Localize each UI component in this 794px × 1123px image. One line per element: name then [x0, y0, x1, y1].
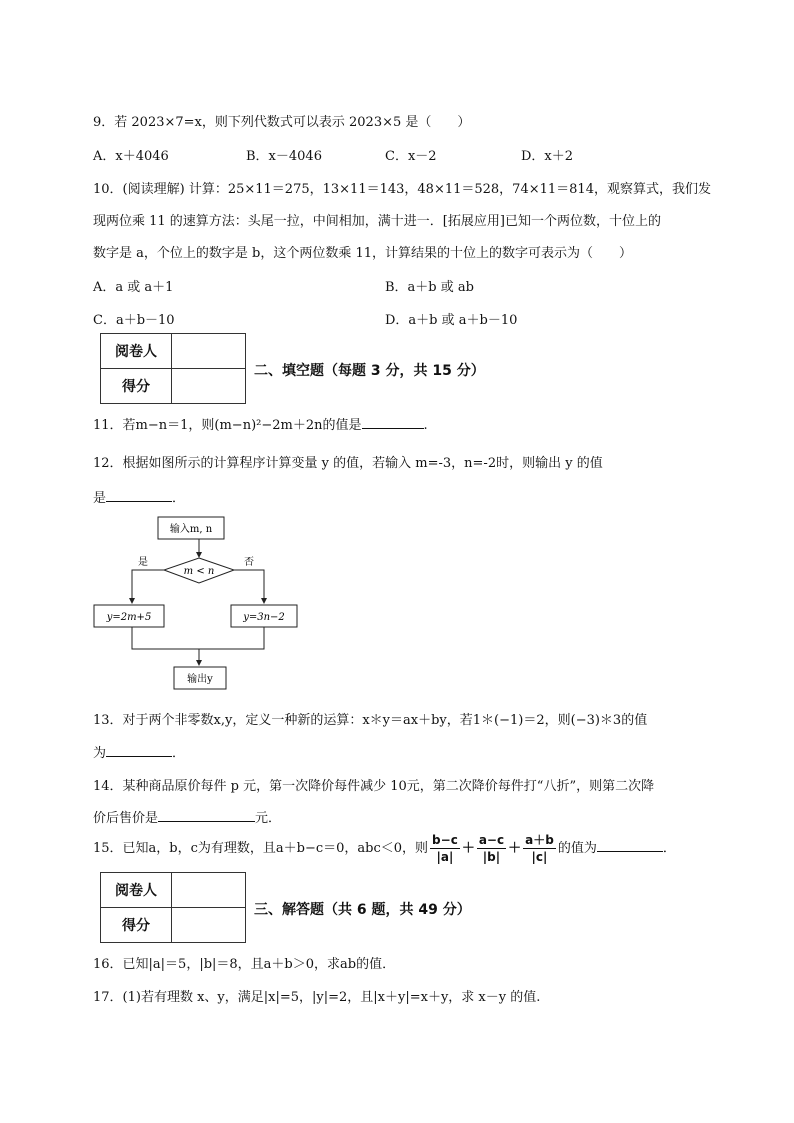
flow-no-box-text: y=3n−2 — [243, 612, 285, 623]
question-14-line-2 — [93, 807, 281, 826]
score-table-section-3 — [100, 872, 246, 943]
q15-f1-den: |a| — [436, 850, 454, 864]
q12-end: ． — [172, 491, 186, 506]
section-3-heading: 三、解答题（共 6 题，共 49 分） — [254, 902, 471, 918]
question-10-line-3: 数字是 a，个位上的数字是 b，这个两位数乘 11，计算结果的十位上的数字可表示为（ ） — [93, 246, 633, 261]
q12-line-2-text: 是 — [93, 491, 107, 506]
question-9-stem: 9．若 2023×7=x，则下列代数式可以表示 2023×5 是（ ） — [93, 115, 471, 130]
q10-option-c: C．a＋b－10 — [93, 313, 175, 328]
question-11 — [93, 414, 428, 433]
flow-yes-label: 是 — [138, 557, 148, 568]
reviewer-cell[interactable] — [172, 873, 246, 908]
q11-answer-blank[interactable] — [362, 415, 424, 429]
q9-option-a: A．x＋4046 — [93, 149, 169, 164]
reviewer-cell[interactable] — [172, 334, 246, 369]
flowchart — [92, 515, 302, 695]
q14-end: 元． — [255, 811, 282, 826]
section-2-heading: 二、填空题（每题 3 分，共 15 分） — [254, 363, 485, 379]
flow-yes-box-text: y=2m+5 — [106, 612, 152, 623]
q15-f2-num: a−c — [478, 833, 505, 847]
q15-fraction-1 — [430, 832, 460, 865]
q15-fraction-2 — [477, 832, 506, 865]
q11-end: . — [423, 418, 428, 433]
q14-answer-blank[interactable] — [158, 808, 255, 822]
q15-fraction-3 — [523, 832, 556, 865]
question-13-line-1: 13．对于两个非零数x,y，定义一种新的运算：x＊y＝ax＋by，若1＊(−1)＝2，则(−3)＊3的值 — [93, 713, 648, 728]
q13-end: ． — [172, 746, 186, 761]
score-label: 得分 — [101, 369, 172, 404]
q9-option-d: D．x＋2 — [521, 149, 574, 164]
q9-option-c: C．x－2 — [385, 149, 437, 164]
question-11-text: 11．若m−n＝1，则(m−n)²−2m＋2n的值是 — [93, 418, 362, 433]
question-12-line-2 — [93, 487, 185, 506]
q12-answer-blank[interactable] — [106, 488, 172, 502]
question-17: 17．(1)若有理数 x、y，满足|x|=5，|y|=2，且|x＋y|=x＋y，求 x－y 的值. — [93, 990, 541, 1005]
q15-f3-den: |c| — [531, 850, 548, 864]
q10-option-a: A．a 或 a＋1 — [93, 280, 174, 295]
flow-input-text: 输入m, n — [169, 524, 213, 535]
question-10-line-2: 现两位乘 11 的速算方法：头尾一拉，中间相加，满十进一．[拓展应用]已知一个两位数，十位上的 — [93, 214, 661, 229]
q15-f3-num: a＋b — [525, 833, 554, 847]
q15-f2-den: |b| — [482, 850, 501, 864]
q15-answer-blank[interactable] — [597, 838, 663, 852]
q15-post: 的值为 — [557, 841, 597, 856]
q13-line-2-text: 为 — [93, 746, 107, 761]
reviewer-label: 阅卷人 — [101, 873, 172, 908]
q15-pre: 15．已知a，b，c为有理数，且a＋b−c＝0，abc＜0，则 — [93, 841, 429, 856]
flow-output-text: 输出y — [187, 674, 213, 685]
question-15: 15．已知a，b，c为有理数，且a＋b−c＝0，abc＜0，则 $\frac{b-c}{|a|}$ ＋ $\frac{a-c}{|b|}$ ＋ $\frac{a+b}{|c|}$ 的值为 ． — [93, 833, 676, 864]
question-12-line-1: 12．根据如图所示的计算程序计算变量 y 的值，若输入 m=-3，n=-2时，则输出 y 的值 — [93, 456, 603, 471]
q13-answer-blank[interactable] — [106, 743, 172, 757]
question-16: 16．已知|a|＝5，|b|＝8，且a＋b＞0，求ab的值． — [93, 957, 396, 972]
score-cell[interactable] — [172, 369, 246, 404]
score-table-section-2 — [100, 333, 246, 404]
question-13-line-2 — [93, 742, 185, 761]
q9-option-b: B．x－4046 — [246, 149, 322, 164]
q10-option-b: B．a＋b 或 ab — [385, 280, 474, 295]
score-cell[interactable] — [172, 908, 246, 943]
q14-line-2-text: 价后售价是 — [93, 811, 159, 826]
flow-decision-text: m < n — [183, 566, 215, 577]
question-14-line-1: 14．某种商品原价每件 p 元，第一次降价每件减少 10元，第二次降价每件打“八折”，则第二次降 — [93, 779, 655, 794]
q15-end: ． — [662, 841, 676, 856]
q10-option-d: D．a＋b 或 a＋b－10 — [385, 313, 518, 328]
question-10-line-1: 10．(阅读理解) 计算：25×11＝275，13×11＝143，48×11＝528，74×11＝814，观察算式，我们发 — [93, 182, 711, 197]
q15-f1-num: b−c — [432, 833, 458, 847]
reviewer-label: 阅卷人 — [101, 334, 172, 369]
score-label: 得分 — [101, 908, 172, 943]
flow-no-label: 否 — [244, 557, 254, 568]
